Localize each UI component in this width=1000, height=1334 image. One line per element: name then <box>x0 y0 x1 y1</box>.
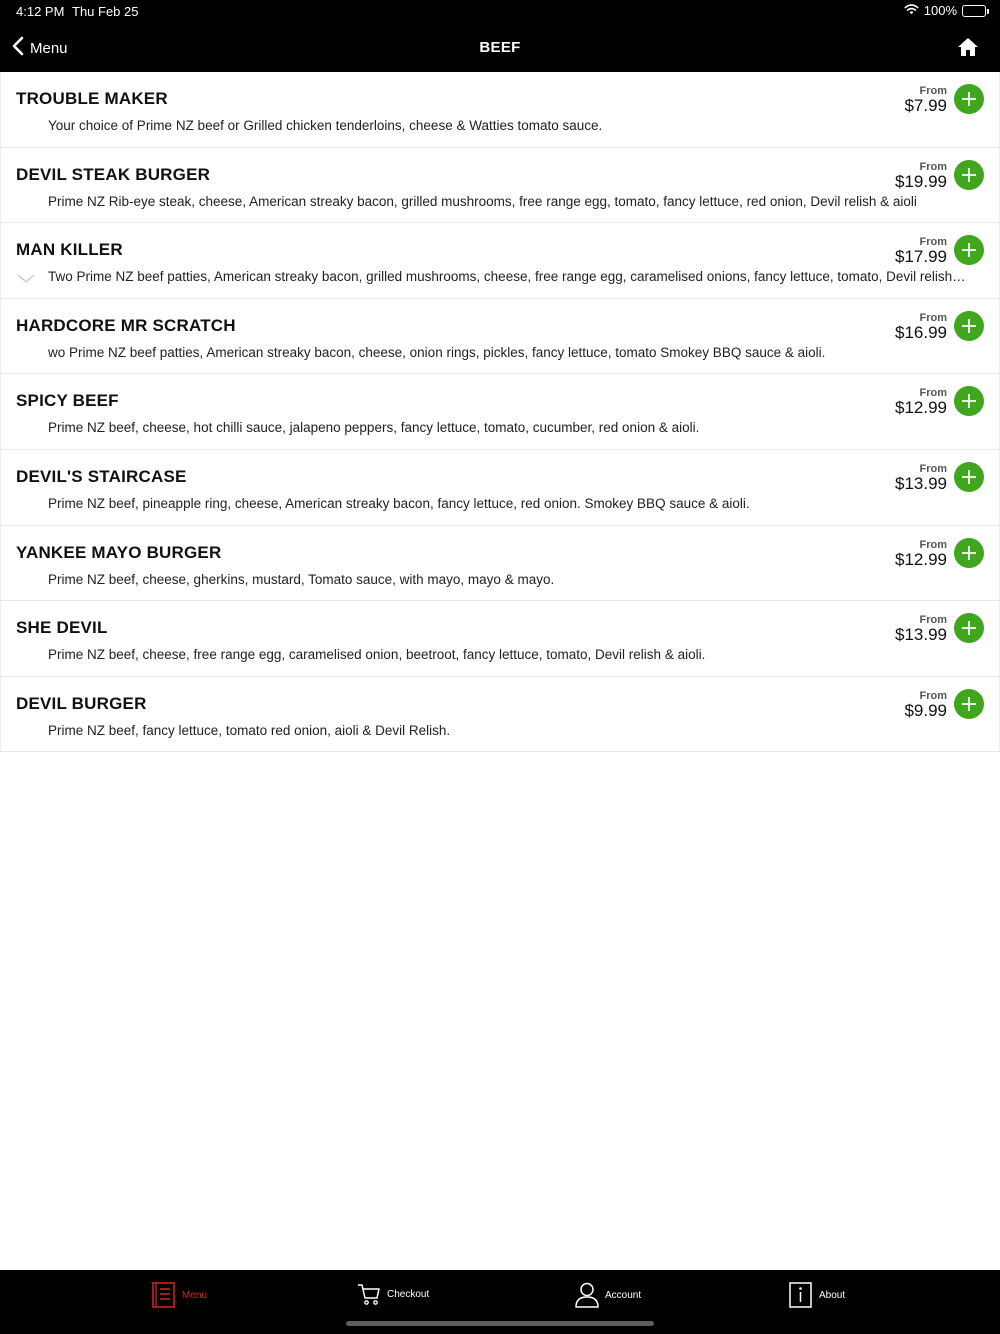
menu-item[interactable] <box>0 601 1000 677</box>
item-description: wo Prime NZ beef patties, American streaky bacon, cheese, onion rings, pickles, fancy lettuce, tomato Smokey BBQ sauce & aioli. <box>48 344 826 360</box>
back-label: Menu <box>30 40 68 57</box>
add-item-button[interactable] <box>954 462 984 492</box>
menu-item[interactable] <box>0 450 1000 526</box>
status-date: Thu Feb 25 <box>72 4 139 19</box>
item-price: $9.99 <box>904 700 947 720</box>
item-price: $19.99 <box>895 171 947 191</box>
person-icon <box>575 1282 599 1308</box>
price-from-label: From <box>919 689 947 702</box>
item-title: DEVIL BURGER <box>16 693 147 713</box>
tab-checkout[interactable] <box>357 1282 429 1306</box>
price-from-label: From <box>919 538 947 551</box>
plus-icon <box>961 91 977 107</box>
item-price-block <box>904 690 947 720</box>
add-item-button[interactable] <box>954 689 984 719</box>
tab-menu[interactable] <box>152 1282 207 1308</box>
status-time: 4:12 PM <box>16 4 65 19</box>
plus-icon <box>961 545 977 561</box>
plus-icon <box>961 318 977 334</box>
price-from-label: From <box>919 160 947 173</box>
plus-icon <box>961 167 977 183</box>
tab-about[interactable] <box>789 1282 845 1308</box>
item-title: YANKEE MAYO BURGER <box>16 542 222 562</box>
item-title: DEVIL'S STAIRCASE <box>16 466 187 486</box>
item-price-block <box>904 85 947 115</box>
item-description: Prime NZ beef, cheese, hot chilli sauce, jalapeno peppers, fancy lettuce, tomato, cucumber, red onion & aioli. <box>48 420 700 436</box>
menu-book-icon <box>152 1282 176 1308</box>
item-title: HARDCORE MR SCRATCH <box>16 315 236 335</box>
status-indicators <box>904 3 986 18</box>
menu-item[interactable] <box>0 677 1000 753</box>
plus-icon <box>961 393 977 409</box>
item-title: TROUBLE MAKER <box>16 89 168 108</box>
battery-percent: 100% <box>923 3 957 18</box>
add-item-button[interactable] <box>954 311 984 341</box>
add-item-button[interactable] <box>954 386 984 416</box>
price-from-label: From <box>919 236 947 249</box>
add-item-button[interactable] <box>954 613 984 643</box>
menu-item[interactable] <box>0 148 1000 224</box>
plus-icon <box>961 620 977 636</box>
tab-menu-label: Menu <box>182 1289 208 1301</box>
item-price-block <box>895 463 947 493</box>
battery-icon <box>962 5 986 17</box>
menu-item[interactable] <box>0 223 1000 299</box>
add-item-button[interactable] <box>954 160 984 190</box>
menu-item[interactable] <box>0 72 1000 148</box>
add-item-button[interactable] <box>954 235 984 265</box>
tab-about-label: About <box>819 1289 846 1301</box>
home-button[interactable] <box>957 37 979 62</box>
add-item-button[interactable] <box>954 538 984 568</box>
menu-item-list <box>0 72 1000 752</box>
wifi-icon <box>904 3 919 18</box>
tab-account[interactable] <box>575 1282 641 1308</box>
price-from-label: From <box>919 387 947 400</box>
price-from-label: From <box>919 614 947 627</box>
menu-item[interactable] <box>0 374 1000 450</box>
item-title: SHE DEVIL <box>16 618 108 638</box>
item-price-block <box>895 539 947 569</box>
price-from-label: From <box>919 85 947 97</box>
home-icon <box>957 37 979 57</box>
item-description: Prime NZ beef, cheese, free range egg, caramelised onion, beetroot, fancy lettuce, tomato, Devil relish & aioli. <box>48 647 706 663</box>
item-description: Prime NZ beef, pineapple ring, cheese, American streaky bacon, fancy lettuce, red onion. Smokey BBQ sauce & aioli. <box>48 495 750 511</box>
item-price: $16.99 <box>895 322 947 342</box>
item-title: DEVIL STEAK BURGER <box>16 164 211 184</box>
item-price-block <box>895 387 947 417</box>
item-description: Prime NZ beef, fancy lettuce, tomato red onion, aioli & Devil Relish. <box>48 722 451 738</box>
expand-chevron-icon[interactable] <box>17 271 35 289</box>
plus-icon <box>961 242 977 258</box>
tab-account-label: Account <box>605 1289 642 1301</box>
item-description: Prime NZ Rib-eye steak, cheese, American streaky bacon, grilled mushrooms, free range egg, tomato, fancy lettuce, red onion, Devil relish & aioli <box>48 193 917 209</box>
menu-item[interactable] <box>0 526 1000 602</box>
item-price-block <box>895 161 947 191</box>
page-title: BEEF <box>479 39 521 56</box>
item-description: Your choice of Prime NZ beef or Grilled chicken tenderloins, cheese & Watties tomato sauce. <box>48 118 603 133</box>
menu-item[interactable] <box>0 299 1000 375</box>
tab-checkout-label: Checkout <box>387 1288 430 1300</box>
price-from-label: From <box>919 462 947 475</box>
item-price-block <box>895 312 947 342</box>
price-from-label: From <box>919 311 947 324</box>
item-description: Two Prime NZ beef patties, American streaky bacon, grilled mushrooms, cheese, free range egg, caramelised onions, fancy lettuce, tomato, Devil relish… <box>48 269 966 285</box>
home-indicator <box>346 1321 654 1326</box>
item-price: $13.99 <box>895 473 947 493</box>
item-price-block <box>895 236 947 266</box>
item-price: $13.99 <box>895 625 947 645</box>
item-description: Prime NZ beef, cheese, gherkins, mustard, Tomato sauce, with mayo, mayo & mayo. <box>48 571 555 587</box>
item-title: SPICY BEEF <box>16 391 119 411</box>
item-title: MAN KILLER <box>16 240 123 260</box>
plus-icon <box>961 696 977 712</box>
item-price: $17.99 <box>895 247 947 267</box>
plus-icon <box>961 469 977 485</box>
cart-icon <box>357 1282 381 1306</box>
item-price: $7.99 <box>904 96 947 115</box>
item-price: $12.99 <box>895 549 947 569</box>
info-icon <box>789 1282 813 1308</box>
item-price-block <box>895 614 947 644</box>
add-item-button[interactable] <box>954 84 984 114</box>
top-bar <box>0 0 1000 72</box>
item-price: $12.99 <box>895 398 947 418</box>
